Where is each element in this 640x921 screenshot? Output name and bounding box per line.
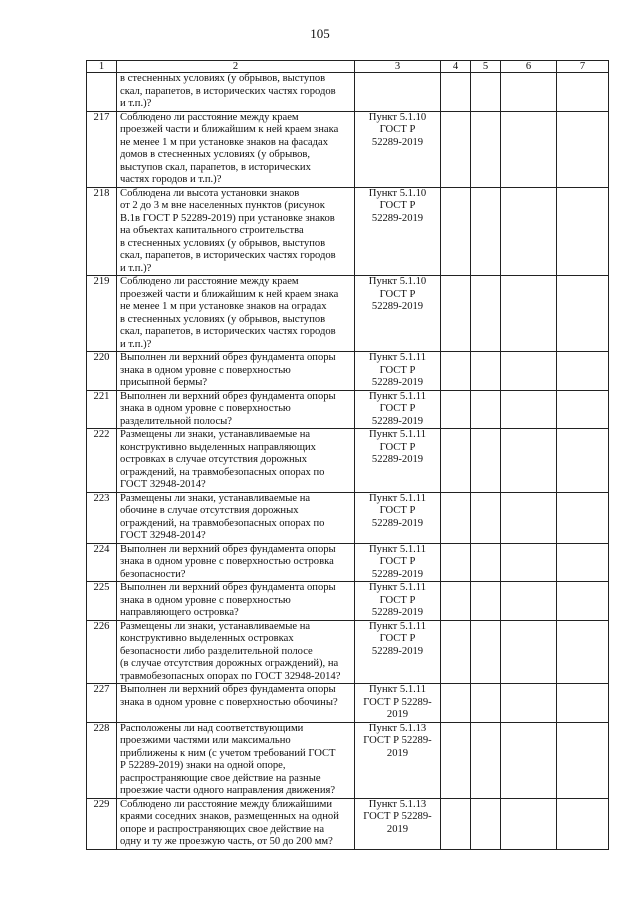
- row-reference: [355, 620, 441, 684]
- table-row: [87, 111, 609, 187]
- row-question-text: Соблюдено ли расстояние между ближайшими краями соседних знаков, размещенных на одной опоре и распространяющих свое действие на одну и ту же проезжую часть, от 50 до 200 мм?: [120, 798, 339, 847]
- row-question-text: Выполнен ли верхний обрез фундамента опоры знака в одном уровне с поверхностью обочины?: [120, 684, 338, 708]
- row-column-6: [501, 73, 557, 112]
- table-row: [87, 620, 609, 684]
- table-row: [87, 582, 609, 621]
- row-column-5: [471, 429, 501, 493]
- row-column-4: [441, 390, 471, 429]
- row-reference: [355, 684, 441, 723]
- row-question-text: Расположены ли над соответствующими проезжими частями или максимально приближены к ним (с учетом требований ГОСТ Р 52289-2019) знаки на одной опоре, распространяющие свое действие на разные проезжие части одного направления движения?: [120, 722, 336, 796]
- row-number-text: 217: [93, 111, 110, 123]
- row-column-4: [441, 352, 471, 391]
- column-header-5: 5: [471, 61, 501, 73]
- row-column-6: [501, 276, 557, 352]
- row-question-text: Размещены ли знаки, устанавливаемые на конструктивно выделенных островках безопасности либо разделительной полосе (в случае отсутствия дорожных ограждений), на травмобезопасных опорах по ГОСТ 32948-2014?: [120, 620, 341, 682]
- row-column-5: [471, 722, 501, 798]
- row-reference: [355, 390, 441, 429]
- row-question-text: Соблюдено ли расстояние между краем проезжей части и ближайшим к ней краем знака не менее 1 м при установке знаков на фасадах домов в стесненных условиях (у обрывов, выступов скал, парапетов, в исторических частях городов и т.п.)?: [120, 111, 339, 185]
- row-number: [87, 620, 117, 684]
- column-header-2: 2: [117, 61, 355, 73]
- row-column-5: [471, 73, 501, 112]
- row-column-4: [441, 620, 471, 684]
- row-reference: [355, 187, 441, 276]
- row-number: [87, 187, 117, 276]
- row-reference: [355, 73, 441, 112]
- row-column-6: [501, 390, 557, 429]
- row-column-7: [557, 276, 609, 352]
- row-reference-text: Пункт 5.1.11 ГОСТ Р 52289-2019: [369, 429, 426, 465]
- row-column-6: [501, 111, 557, 187]
- row-question: [117, 492, 355, 543]
- row-question-text: Выполнен ли верхний обрез фундамента опоры знака в одном уровне с поверхностью направляющего островка?: [120, 582, 336, 618]
- row-column-5: [471, 276, 501, 352]
- row-question-text: Соблюдено ли расстояние между краем проезжей части и ближайшим к ней краем знака не менее 1 м при установке знаков на оградах в стесненных условиях (у обрывов, выступов скал, парапетов, в исторических частях городов и т.п.)?: [120, 276, 339, 350]
- row-column-4: [441, 111, 471, 187]
- row-column-7: [557, 73, 609, 112]
- row-column-7: [557, 582, 609, 621]
- row-column-5: [471, 684, 501, 723]
- row-question: [117, 429, 355, 493]
- row-column-4: [441, 798, 471, 849]
- row-number-text: 229: [93, 798, 110, 810]
- row-column-7: [557, 722, 609, 798]
- row-column-6: [501, 684, 557, 723]
- row-column-7: [557, 111, 609, 187]
- row-reference-text: Пункт 5.1.13 ГОСТ Р 52289- 2019: [363, 798, 432, 835]
- row-column-7: [557, 620, 609, 684]
- row-reference-text: Пункт 5.1.10 ГОСТ Р 52289-2019: [368, 276, 427, 312]
- row-reference: [355, 798, 441, 849]
- row-question-text: в стесненных условиях (у обрывов, выступов скал, парапетов, в исторических частях городов и т.п.)?: [120, 73, 336, 109]
- column-header-3: 3: [355, 61, 441, 73]
- row-column-4: [441, 73, 471, 112]
- table-row: [87, 543, 609, 582]
- row-number-text: 220: [93, 352, 110, 363]
- row-question-text: Выполнен ли верхний обрез фундамента опоры знака в одном уровне с поверхностью присыпной бермы?: [120, 352, 336, 388]
- row-column-5: [471, 543, 501, 582]
- row-column-7: [557, 684, 609, 723]
- row-number: [87, 684, 117, 723]
- page-number: 105: [310, 26, 330, 41]
- row-reference-text: Пункт 5.1.11 ГОСТ Р 52289-2019: [369, 620, 426, 657]
- row-question: [117, 187, 355, 276]
- row-number-text: 221: [93, 390, 110, 402]
- row-reference-text: Пункт 5.1.11 ГОСТ Р 52289-2019: [369, 492, 426, 529]
- header-row: [87, 61, 609, 73]
- row-column-5: [471, 798, 501, 849]
- row-question: [117, 276, 355, 352]
- row-number-text: 227: [93, 684, 110, 695]
- row-reference: [355, 543, 441, 582]
- row-reference-text: Пункт 5.1.11 ГОСТ Р 52289-2019: [369, 390, 426, 427]
- checklist-table: [86, 60, 609, 850]
- row-question: [117, 111, 355, 187]
- row-column-4: [441, 492, 471, 543]
- row-column-5: [471, 492, 501, 543]
- row-reference-text: Пункт 5.1.11 ГОСТ Р 52289-2019: [369, 543, 426, 580]
- row-reference: [355, 492, 441, 543]
- table-row: [87, 429, 609, 493]
- row-question: [117, 620, 355, 684]
- row-column-4: [441, 722, 471, 798]
- row-column-7: [557, 429, 609, 493]
- row-number: [87, 429, 117, 493]
- row-question-text: Выполнен ли верхний обрез фундамента опоры знака в одном уровне с поверхностью разделительной полосы?: [120, 390, 336, 427]
- row-question: [117, 582, 355, 621]
- table-row: [87, 73, 609, 112]
- row-column-7: [557, 187, 609, 276]
- table-row: [87, 722, 609, 798]
- row-column-7: [557, 352, 609, 391]
- row-question-text: Выполнен ли верхний обрез фундамента опоры знака в одном уровне с поверхностью островка безопасности?: [120, 543, 336, 580]
- row-reference: [355, 111, 441, 187]
- row-number: [87, 582, 117, 621]
- row-reference-text: Пункт 5.1.10 ГОСТ Р 52289-2019: [368, 187, 427, 224]
- table-row: [87, 798, 609, 849]
- row-number-text: 228: [93, 722, 110, 734]
- row-column-5: [471, 390, 501, 429]
- row-question: [117, 543, 355, 582]
- row-column-5: [471, 352, 501, 391]
- row-column-6: [501, 798, 557, 849]
- row-column-6: [501, 187, 557, 276]
- row-number-text: 218: [93, 187, 110, 199]
- row-number-text: 222: [93, 429, 110, 440]
- row-reference: [355, 429, 441, 493]
- row-column-5: [471, 111, 501, 187]
- table-row: [87, 684, 609, 723]
- row-column-4: [441, 429, 471, 493]
- row-reference-text: Пункт 5.1.11 ГОСТ Р 52289-2019: [369, 352, 426, 388]
- table-row: [87, 390, 609, 429]
- row-question: [117, 722, 355, 798]
- row-question-text: Соблюдена ли высота установки знаков от 2 до 3 м вне населенных пунктов (рисунок В.1в ГОСТ Р 52289-2019) при установке знаков на объектах капитального строительства в стесненных условиях (у обрывов, выступов скал, парапетов, в исторических частях городов и т.п.)?: [120, 187, 336, 274]
- row-number: [87, 73, 117, 112]
- row-reference-text: Пункт 5.1.11 ГОСТ Р 52289- 2019: [363, 684, 432, 720]
- row-column-7: [557, 492, 609, 543]
- row-question: [117, 684, 355, 723]
- row-column-4: [441, 187, 471, 276]
- row-column-6: [501, 722, 557, 798]
- row-reference-text: Пункт 5.1.10 ГОСТ Р 52289-2019: [368, 111, 427, 148]
- row-number-text: 224: [93, 543, 110, 555]
- row-number: [87, 492, 117, 543]
- row-column-7: [557, 543, 609, 582]
- row-column-6: [501, 543, 557, 582]
- row-number-text: 226: [93, 620, 110, 632]
- row-reference: [355, 582, 441, 621]
- row-column-6: [501, 492, 557, 543]
- column-header-1: 1: [87, 61, 117, 73]
- table-row: [87, 276, 609, 352]
- row-question: [117, 73, 355, 112]
- row-number: [87, 390, 117, 429]
- row-column-7: [557, 798, 609, 849]
- row-column-4: [441, 582, 471, 621]
- row-column-5: [471, 582, 501, 621]
- row-column-4: [441, 684, 471, 723]
- row-column-6: [501, 620, 557, 684]
- row-reference-text: Пункт 5.1.13 ГОСТ Р 52289- 2019: [363, 722, 432, 759]
- row-number: [87, 722, 117, 798]
- column-header-7: 7: [557, 61, 609, 73]
- table-row: [87, 492, 609, 543]
- column-header-6: 6: [501, 61, 557, 73]
- row-number: [87, 352, 117, 391]
- row-number: [87, 111, 117, 187]
- table-row: [87, 352, 609, 391]
- row-column-6: [501, 352, 557, 391]
- column-header-4: 4: [441, 61, 471, 73]
- row-column-5: [471, 187, 501, 276]
- row-reference-text: Пункт 5.1.11 ГОСТ Р 52289-2019: [369, 582, 426, 618]
- row-number: [87, 276, 117, 352]
- row-question: [117, 798, 355, 849]
- row-question-text: Размещены ли знаки, устанавливаемые на обочине в случае отсутствия дорожных ограждений, на травмобезопасных опорах по ГОСТ 32948-2014?: [120, 492, 325, 541]
- row-reference: [355, 722, 441, 798]
- row-reference: [355, 352, 441, 391]
- row-number-text: 219: [93, 276, 110, 287]
- row-question: [117, 352, 355, 391]
- table-row: [87, 187, 609, 276]
- row-column-4: [441, 543, 471, 582]
- row-column-7: [557, 390, 609, 429]
- row-column-6: [501, 582, 557, 621]
- row-number: [87, 798, 117, 849]
- row-question: [117, 390, 355, 429]
- row-number-text: 223: [93, 492, 110, 504]
- row-column-4: [441, 276, 471, 352]
- row-column-6: [501, 429, 557, 493]
- row-number-text: 225: [93, 582, 110, 593]
- row-reference: [355, 276, 441, 352]
- row-question-text: Размещены ли знаки, устанавливаемые на конструктивно выделенных направляющих островках в случае отсутствия дорожных ограждений, на травмобезопасных опорах по ГОСТ 32948-2014?: [120, 429, 325, 490]
- row-number: [87, 543, 117, 582]
- row-column-5: [471, 620, 501, 684]
